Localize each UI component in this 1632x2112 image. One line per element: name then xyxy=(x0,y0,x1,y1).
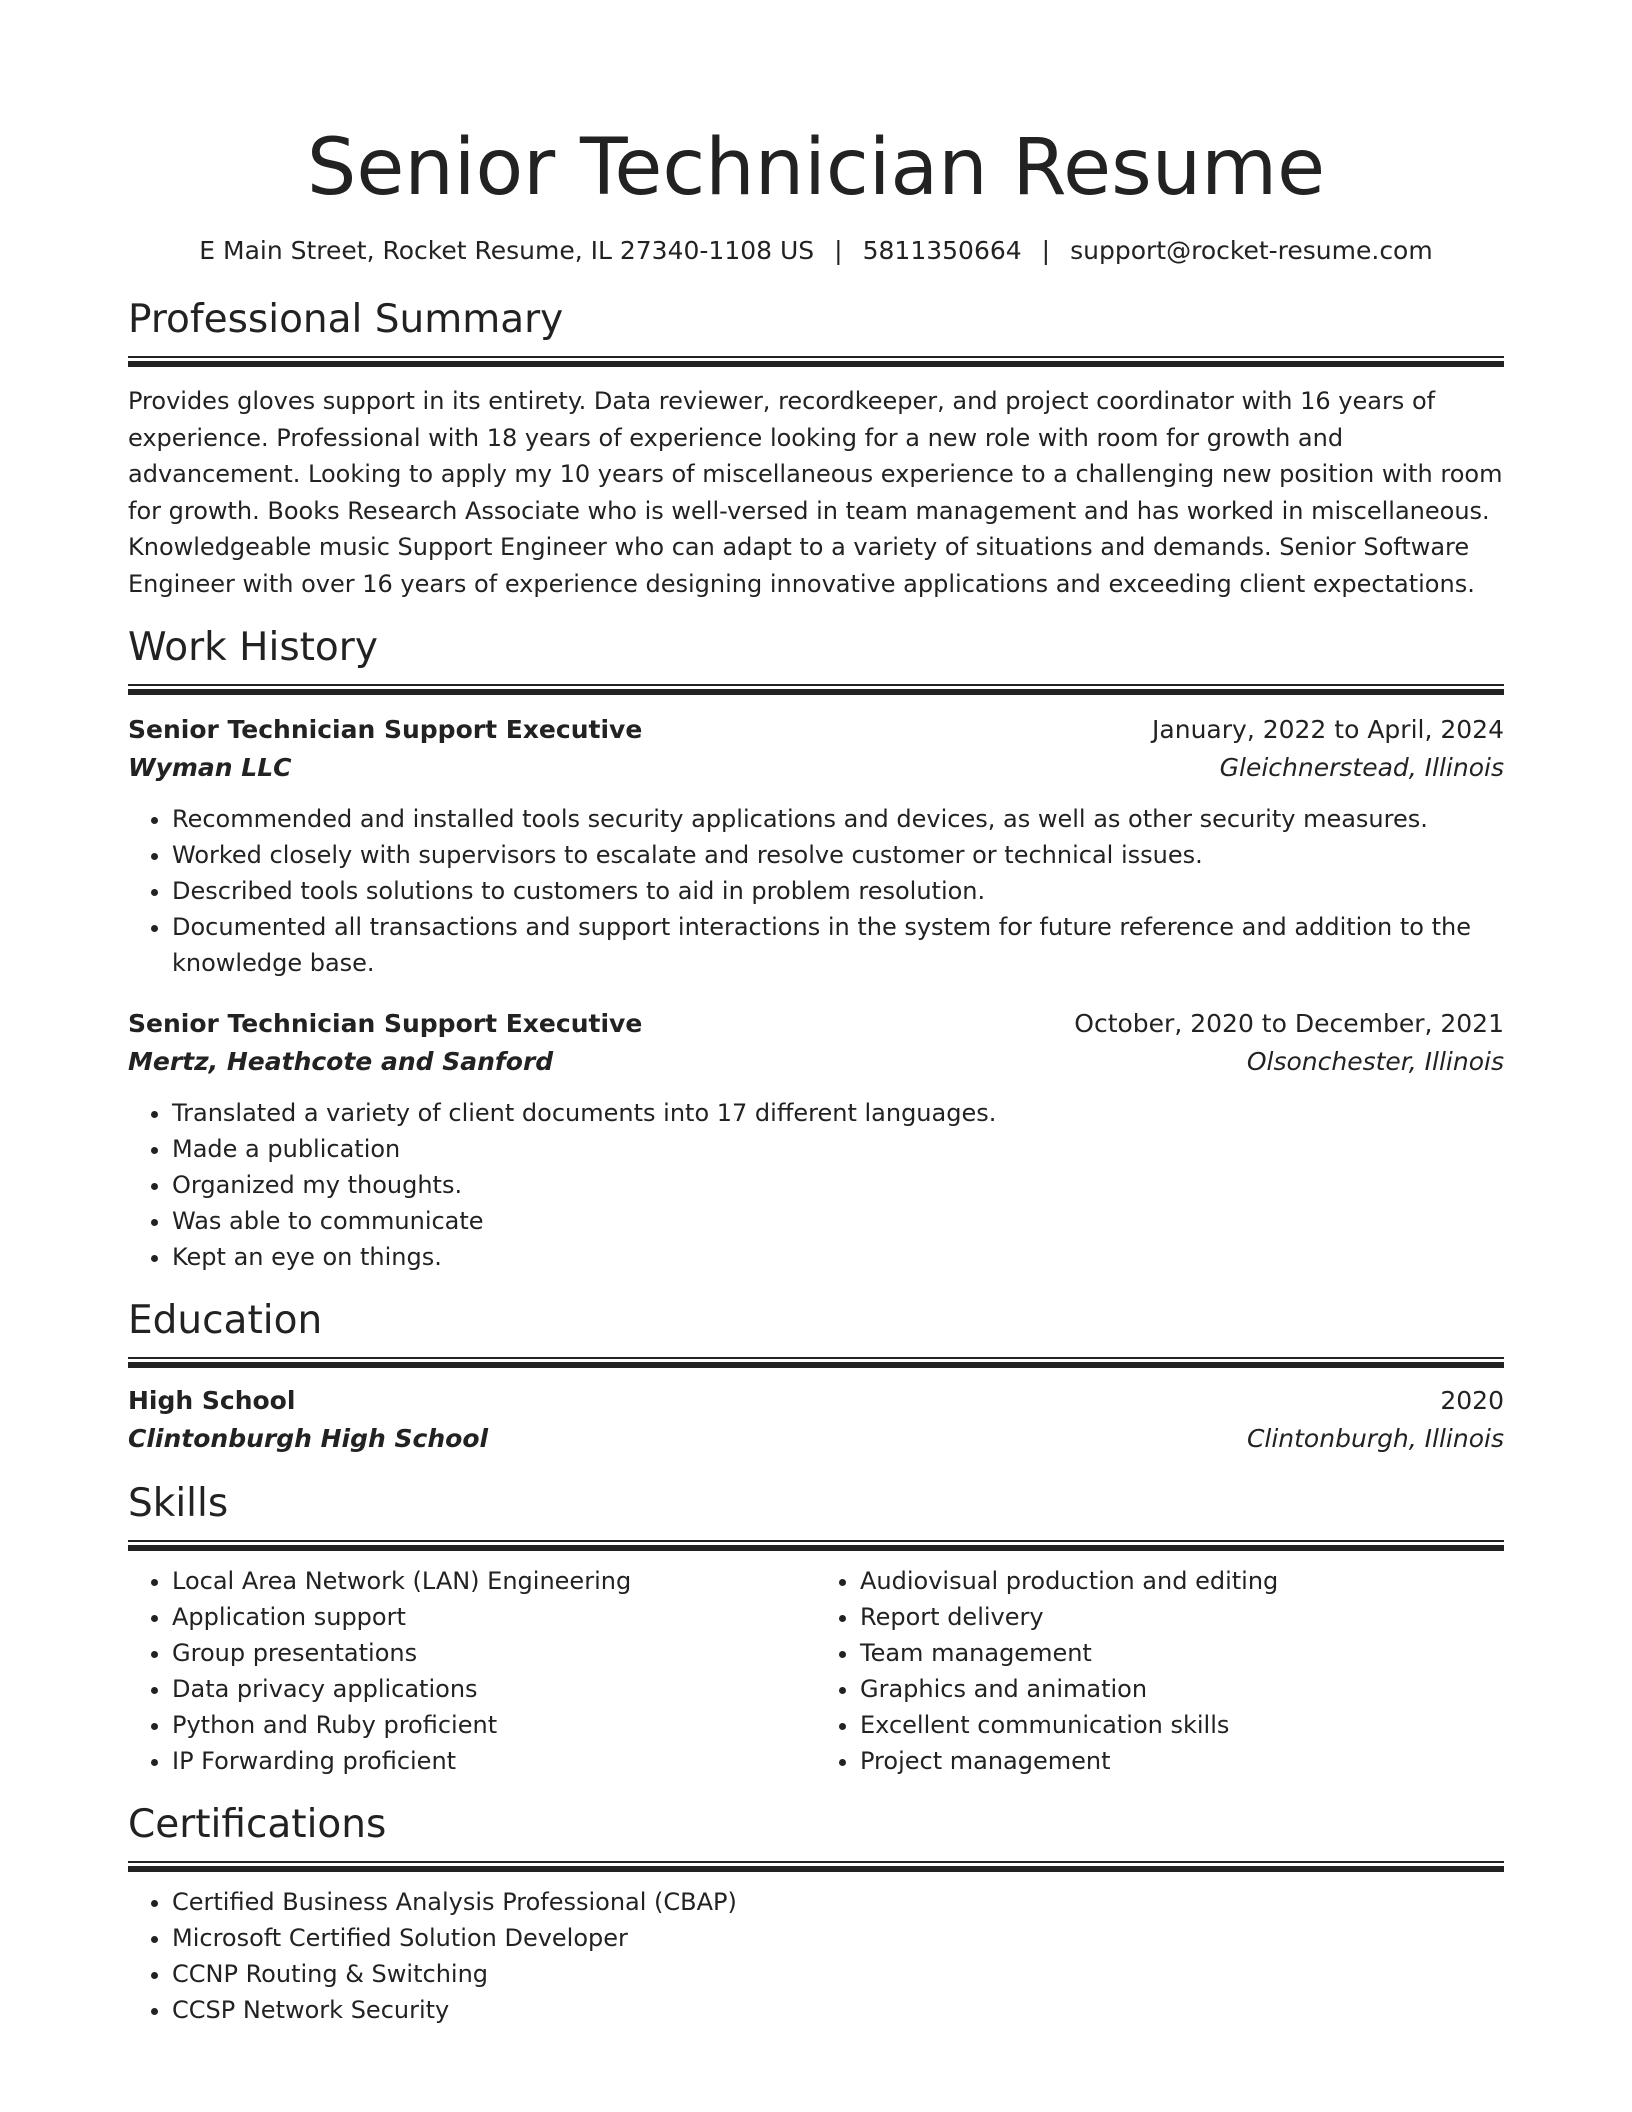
skills-list-left xyxy=(128,1563,816,1779)
skills-section xyxy=(128,1480,1504,1779)
list-item: • Data privacy applications xyxy=(172,1671,816,1707)
summary-section xyxy=(128,296,1504,602)
job-dates: October, 2020 to December, 2021 xyxy=(1074,1009,1504,1038)
list-item: • Recommended and installed tools security applications and devices, as well as other security measures. xyxy=(172,801,1504,837)
contact-line xyxy=(128,234,1504,268)
education-school: Clintonburgh High School xyxy=(128,1424,489,1453)
list-item: • Project management xyxy=(860,1743,1504,1779)
certifications-section xyxy=(128,1801,1504,2028)
section-title-certifications: Certifications xyxy=(128,1802,387,1847)
section-divider xyxy=(128,1540,1504,1551)
list-item: • Was able to communicate xyxy=(172,1203,1504,1239)
certifications-list xyxy=(128,1884,1504,2028)
job-header-row xyxy=(128,1005,1504,1043)
list-item: • Translated a variety of client documents into 17 different languages. xyxy=(172,1095,1504,1131)
list-item: • Worked closely with supervisors to escalate and resolve customer or technical issues. xyxy=(172,837,1504,873)
list-item: • Application support xyxy=(172,1599,816,1635)
list-item: • Group presentations xyxy=(172,1635,816,1671)
skills-list-right xyxy=(816,1563,1504,1779)
job-bullets xyxy=(128,1095,1504,1275)
education-header-row xyxy=(128,1382,1504,1420)
job-location: Gleichnerstead, Illinois xyxy=(1219,753,1504,782)
job-role: Senior Technician Support Executive xyxy=(128,715,643,744)
list-item: • Organized my thoughts. xyxy=(172,1167,1504,1203)
job-role: Senior Technician Support Executive xyxy=(128,1009,643,1038)
list-item: • Team management xyxy=(860,1635,1504,1671)
section-divider xyxy=(128,1357,1504,1368)
list-item: • Excellent communication skills xyxy=(860,1707,1504,1743)
job-company-row xyxy=(128,749,1504,787)
section-title-work-history: Work History xyxy=(128,625,378,670)
list-item: • Local Area Network (LAN) Engineering xyxy=(172,1563,816,1599)
job-company-row xyxy=(128,1043,1504,1081)
section-divider xyxy=(128,684,1504,695)
job-company: Wyman LLC xyxy=(128,753,292,782)
section-title-skills: Skills xyxy=(128,1481,229,1526)
list-item: • Microsoft Certified Solution Developer xyxy=(172,1920,1504,1956)
education-location: Clintonburgh, Illinois xyxy=(1246,1424,1504,1453)
list-item: • Certified Business Analysis Professional (CBAP) xyxy=(172,1884,1504,1920)
education-school-row xyxy=(128,1420,1504,1458)
list-item: • CCNP Routing & Switching xyxy=(172,1956,1504,1992)
list-item: • Made a publication xyxy=(172,1131,1504,1167)
education-section xyxy=(128,1297,1504,1458)
job-entry xyxy=(128,1005,1504,1275)
summary-text: Provides gloves support in its entirety. Data reviewer, recordkeeper, and project coordinator with 16 years of experience. Professional with 18 years of experience looking for a new role with room for growth and advancement. Looking to apply my 10 years of miscellaneous experience to a challenging new position with room for growth. Books Research Associate who is well-versed in team management and has worked in miscellaneous. Knowledgeable music Support Engineer who can adapt to a variety of situations and demands. Senior Software Engineer with over 16 years of experience designing innovative applications and exceeding client expectations. xyxy=(128,387,1503,598)
contact-address: E Main Street, Rocket Resume, IL 27340-1108 US xyxy=(199,236,815,265)
list-item: • Report delivery xyxy=(860,1599,1504,1635)
education-entry xyxy=(128,1382,1504,1458)
job-header-row xyxy=(128,711,1504,749)
section-divider xyxy=(128,356,1504,367)
list-item: • IP Forwarding proficient xyxy=(172,1743,816,1779)
contact-separator: | xyxy=(1041,236,1051,265)
list-item: • CCSP Network Security xyxy=(172,1992,1504,2028)
list-item: • Python and Ruby proficient xyxy=(172,1707,816,1743)
section-divider xyxy=(128,1861,1504,1872)
contact-email: support@rocket-resume.com xyxy=(1070,236,1433,265)
job-entry xyxy=(128,711,1504,981)
contact-phone: 5811350664 xyxy=(862,236,1022,265)
section-title-summary: Professional Summary xyxy=(128,297,564,342)
resume-title: Senior Technician Resume xyxy=(306,123,1326,213)
education-year: 2020 xyxy=(1440,1386,1504,1415)
education-degree: High School xyxy=(128,1386,296,1415)
job-company: Mertz, Heathcote and Sanford xyxy=(128,1047,554,1076)
section-title-education: Education xyxy=(128,1298,323,1343)
list-item: • Audiovisual production and editing xyxy=(860,1563,1504,1599)
contact-separator: | xyxy=(834,236,843,265)
list-item: • Graphics and animation xyxy=(860,1671,1504,1707)
job-bullets xyxy=(128,801,1504,981)
job-location: Olsonchester, Illinois xyxy=(1246,1047,1504,1076)
list-item: • Kept an eye on things. xyxy=(172,1239,1504,1275)
work-history-section xyxy=(128,624,1504,1275)
skills-grid xyxy=(128,1551,1504,1779)
list-item: • Documented all transactions and support interactions in the system for future reference and addition to the knowledge base. xyxy=(172,909,1504,981)
list-item: • Described tools solutions to customers to aid in problem resolution. xyxy=(172,873,1504,909)
job-dates: January, 2022 to April, 2024 xyxy=(1152,715,1504,744)
